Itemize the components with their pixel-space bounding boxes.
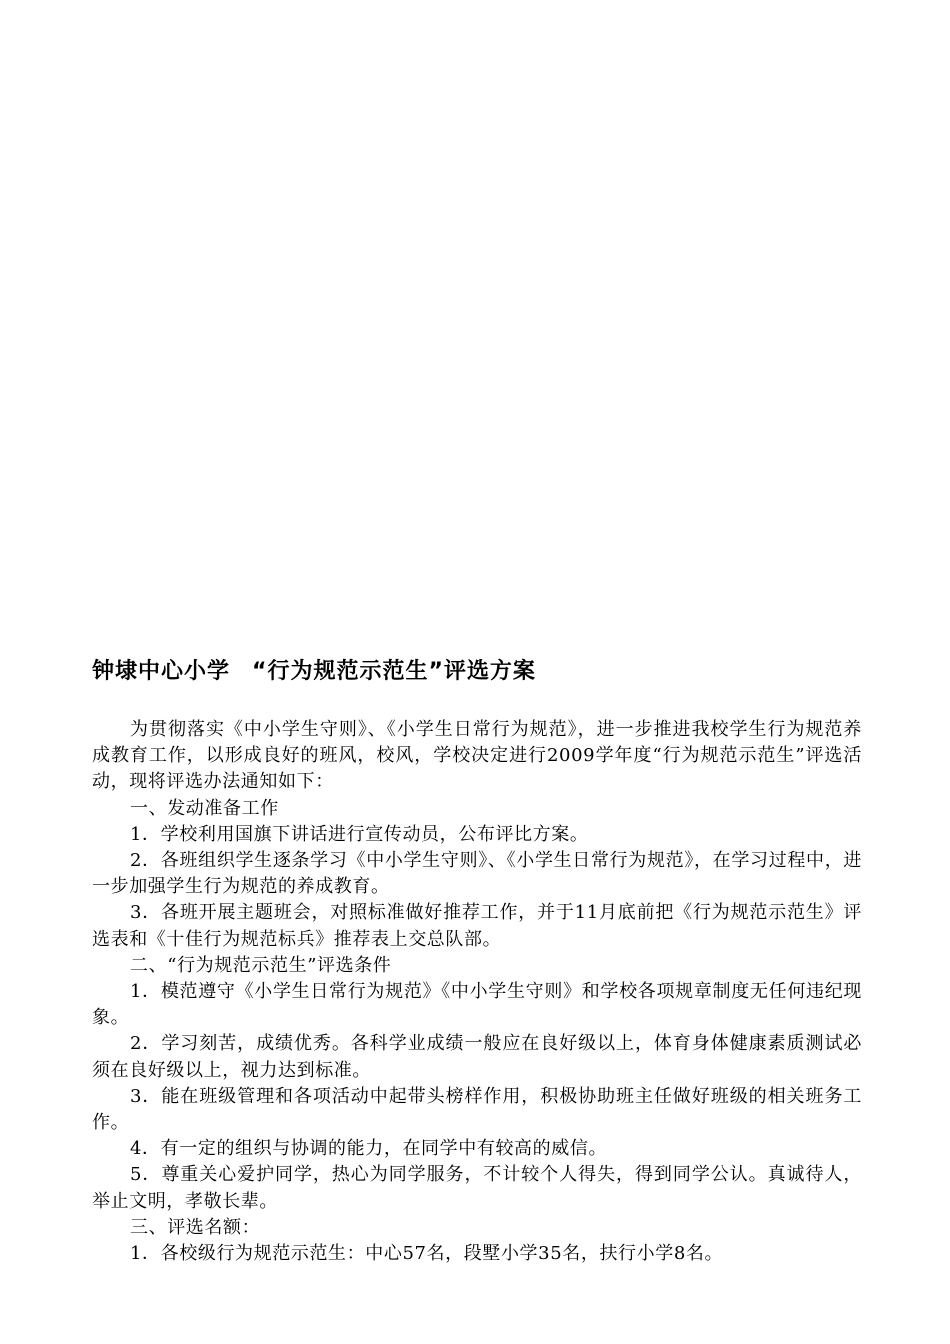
section-1-item-1: 1．学校利用国旗下讲话进行宣传动员，公布评比方案。: [130, 823, 589, 845]
intro-paragraph: 为贯彻落实《中小学生守则》、《小学生日常行为规范》，进一步推进我校学生行为规范养成教育工作，以形成良好的班风，校风，学校决定进行2009学年度“行为规范示范生”评选活动，现将评选办法通知如下：: [92, 719, 862, 793]
section-2-item-1: 1．模范遵守《小学生日常行为规范》《中小学生守则》和学校各项规章制度无任何违纪现象。: [92, 981, 862, 1029]
section-2-item-5: 5．尊重关心爱护同学，热心为同学服务，不计较个人得失，得到同学公认。真诚待人，举止文明，孝敬长辈。: [92, 1164, 862, 1212]
plan-name: “行为规范示范生”评选方案: [252, 659, 536, 684]
section-2-item-3: 3．能在班级管理和各项活动中起带头榜样作用，积极协助班主任做好班级的相关班务工作。: [92, 1085, 862, 1134]
section-1-item-3: 3．各班开展主题班会，对照标准做好推荐工作，并于11月底前把《行为规范示范生》评选表和《十佳行为规范标兵》推荐表上交总队部。: [92, 902, 862, 950]
section-heading-3: 三、评选名额：: [130, 1216, 261, 1238]
section-1-item-2: 2．各班组织学生逐条学习《中小学生守则》、《小学生日常行为规范》，在学习过程中，进一步加强学生行为规范的养成教育。: [92, 850, 862, 898]
document-body: [92, 717, 862, 1267]
section-heading-2: 二、“行为规范示范生”评选条件: [130, 954, 392, 976]
section-2-item-4: 4．有一定的组织与协调的能力，在同学中有较高的威信。: [130, 1138, 608, 1160]
section-3-item-1: 1．各校级行为规范示范生：中心57名，段墅小学35名，扶行小学8名。: [130, 1243, 724, 1265]
section-2-item-2: 2．学习刻苦，成绩优秀。各科学业成绩一般应在良好级以上，体育身体健康素质测试必须在良好级以上，视力达到标准。: [92, 1033, 862, 1081]
document-title: [92, 655, 536, 689]
section-heading-1: 一、发动准备工作: [130, 797, 279, 819]
school-name: 钟埭中心小学: [92, 659, 231, 684]
